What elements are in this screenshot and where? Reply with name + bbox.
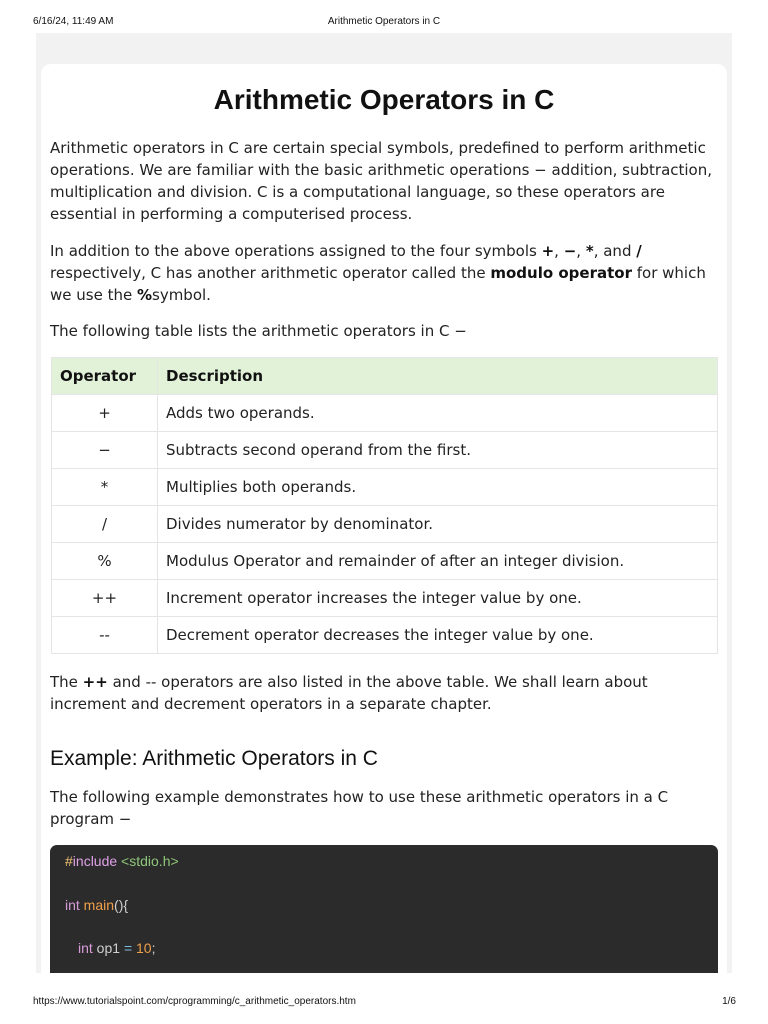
print-page-number: 1/6 <box>722 996 736 1007</box>
print-header <box>0 16 768 30</box>
text: , <box>554 242 564 260</box>
operator-cell: % <box>52 543 158 580</box>
description-cell: Divides numerator by denominator. <box>158 506 718 543</box>
code-type-keyword: int <box>65 897 80 913</box>
description-cell: Decrement operator decreases the integer value by one. <box>158 617 718 654</box>
code-block[interactable] <box>50 845 718 973</box>
operator-cell: -- <box>52 617 158 654</box>
page-background <box>36 33 732 973</box>
code-function-name: main <box>79 897 115 913</box>
operator-cell: / <box>52 506 158 543</box>
print-footer <box>0 996 768 1010</box>
table-row <box>52 432 718 469</box>
header-operator: Operator <box>52 358 158 395</box>
print-page-title: Arithmetic Operators in C <box>327 16 441 27</box>
text: The <box>50 673 83 691</box>
intro-paragraph: Arithmetic operators in C are certain special symbols, predefined to perform arithmetic operations. We are familiar with the basic arithmetic operations − addition, subtraction, multiplication and division. C is a computational language, so these operators are essential in performing a computerised process. <box>50 139 713 223</box>
article-title: Arithmetic Operators in C <box>213 84 555 115</box>
code-punctuation: (){ <box>114 897 129 913</box>
percent-symbol: % <box>136 286 152 304</box>
code-number: 10 <box>132 940 152 956</box>
operator-cell: + <box>52 395 158 432</box>
increment-note-paragraph <box>50 671 718 715</box>
description-cell: Modulus Operator and remainder of after an integer division. <box>158 543 718 580</box>
code-line <box>65 897 128 913</box>
operator-cell: ++ <box>52 580 158 617</box>
text: , <box>576 242 586 260</box>
table-row <box>52 469 718 506</box>
code-line <box>78 940 155 956</box>
operators-table <box>51 357 718 654</box>
print-url[interactable]: https://www.tutorialspoint.com/cprogramming/c_arithmetic_operators.htm <box>33 996 356 1007</box>
code-include-keyword: include <box>72 853 118 869</box>
table-row <box>52 506 718 543</box>
operators-paragraph <box>50 240 718 306</box>
code-type-keyword: int <box>78 940 93 956</box>
operator-cell: − <box>52 432 158 469</box>
print-datetime: 6/16/24, 11:49 AM <box>33 16 114 27</box>
modulo-operator-term: modulo operator <box>490 264 632 282</box>
minus-symbol: − <box>563 242 577 260</box>
text: and -- operators are also listed in the above table. We shall learn about increment and decrement operators in a separate chapter. <box>50 673 648 713</box>
divide-symbol: / <box>636 242 642 260</box>
table-header-row <box>52 358 718 395</box>
multiply-symbol: * <box>585 242 594 260</box>
table-row <box>52 395 718 432</box>
text: symbol. <box>152 286 211 304</box>
code-variable: op1 <box>92 940 124 956</box>
operator-cell: * <box>52 469 158 506</box>
table-row <box>52 543 718 580</box>
header-description: Description <box>158 358 718 395</box>
table-row <box>52 580 718 617</box>
code-punctuation: ; <box>151 940 156 956</box>
text: In addition to the above operations assigned to the four symbols <box>50 242 542 260</box>
table-intro: The following table lists the arithmetic operators in C − <box>50 322 467 340</box>
text: , and <box>593 242 637 260</box>
description-cell: Multiplies both operands. <box>158 469 718 506</box>
code-header-name: <stdio.h> <box>117 853 179 869</box>
code-operator: = <box>123 940 133 956</box>
code-hash: # <box>65 853 73 869</box>
text: for which we use the <box>50 264 706 304</box>
description-cell: Subtracts second operand from the first. <box>158 432 718 469</box>
increment-symbol: ++ <box>82 673 108 691</box>
description-cell: Adds two operands. <box>158 395 718 432</box>
article-card <box>41 64 727 973</box>
description-cell: Increment operator increases the integer value by one. <box>158 580 718 617</box>
example-heading: Example: Arithmetic Operators in C <box>50 747 378 770</box>
table-row <box>52 617 718 654</box>
example-intro: The following example demonstrates how to use these arithmetic operators in a C program − <box>50 788 669 828</box>
text: respectively, C has another arithmetic operator called the <box>50 264 491 282</box>
code-line <box>65 853 179 869</box>
plus-symbol: + <box>541 242 555 260</box>
